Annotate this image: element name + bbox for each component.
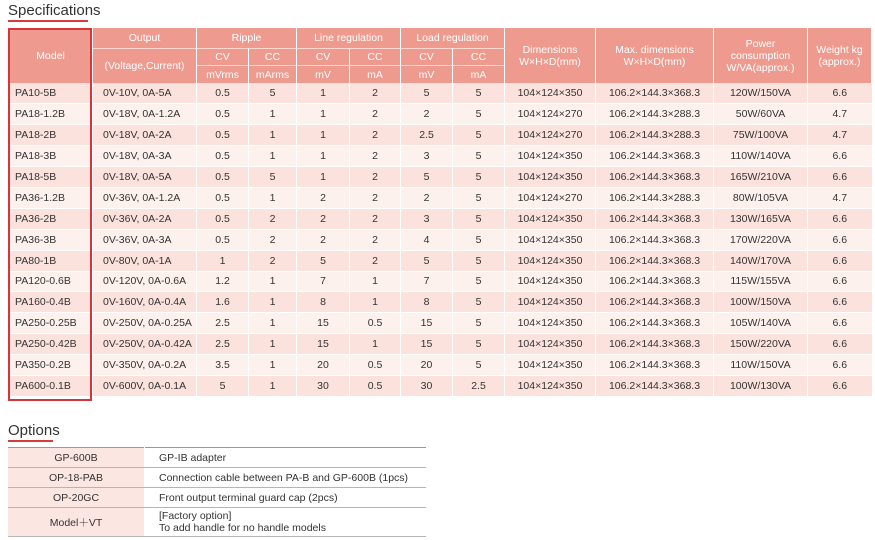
cell-line-cc: 0.5 — [350, 313, 401, 334]
cell-ripple-cc: 2 — [249, 229, 297, 250]
option-description-line: To add handle for no handle models — [159, 522, 326, 534]
cell-load-cv: 3 — [401, 208, 453, 229]
options-title-text: Options — [8, 422, 60, 439]
header-output-sub: (Voltage,Current) — [93, 49, 197, 84]
cell-load-cc: 5 — [453, 313, 505, 334]
cell-output: 0V-18V, 0A-2A — [93, 125, 197, 146]
cell-line-cv: 2 — [297, 187, 350, 208]
options-body — [8, 448, 426, 537]
cell-line-cc: 2 — [350, 229, 401, 250]
table-row — [9, 83, 872, 104]
cell-output: 0V-18V, 0A-1.2A — [93, 104, 197, 125]
cell-line-cv: 15 — [297, 334, 350, 355]
cell-ripple-cc: 2 — [249, 208, 297, 229]
cell-line-cv: 1 — [297, 125, 350, 146]
cell-line-cv: 20 — [297, 355, 350, 376]
cell-model: PA18-1.2B — [9, 104, 93, 125]
cell-line-cc: 2 — [350, 187, 401, 208]
cell-line-cc: 2 — [350, 146, 401, 167]
header-ripple-cv: CV — [197, 49, 249, 66]
cell-model: PA250-0.25B — [9, 313, 93, 334]
cell-load-cc: 5 — [453, 229, 505, 250]
cell-load-cv: 5 — [401, 167, 453, 188]
cell-ripple-cv: 5 — [197, 375, 249, 396]
cell-line-cc: 0.5 — [350, 355, 401, 376]
cell-line-cv: 2 — [297, 229, 350, 250]
cell-dimensions: 104×124×350 — [505, 355, 596, 376]
cell-dimensions: 104×124×270 — [505, 125, 596, 146]
cell-line-cc: 0.5 — [350, 375, 401, 396]
cell-line-cc: 2 — [350, 125, 401, 146]
cell-load-cv: 20 — [401, 355, 453, 376]
option-description — [145, 488, 427, 508]
cell-output: 0V-250V, 0A-0.25A — [93, 313, 197, 334]
cell-load-cv: 8 — [401, 292, 453, 313]
cell-max-dimensions: 106.2×144.3×368.3 — [596, 229, 714, 250]
cell-output: 0V-350V, 0A-0.2A — [93, 355, 197, 376]
cell-power: 130W/165VA — [714, 208, 808, 229]
cell-load-cc: 5 — [453, 271, 505, 292]
cell-ripple-cc: 1 — [249, 355, 297, 376]
cell-line-cv: 1 — [297, 167, 350, 188]
table-row — [9, 271, 872, 292]
cell-max-dimensions: 106.2×144.3×368.3 — [596, 334, 714, 355]
cell-load-cc: 5 — [453, 187, 505, 208]
header-line-cv: CV — [297, 49, 350, 66]
cell-ripple-cv: 0.5 — [197, 187, 249, 208]
cell-model: PA36-1.2B — [9, 187, 93, 208]
cell-load-cc: 5 — [453, 83, 505, 104]
cell-model: PA10-5B — [9, 83, 93, 104]
cell-weight: 4.7 — [808, 104, 872, 125]
option-description — [145, 468, 427, 488]
cell-ripple-cv: 0.5 — [197, 229, 249, 250]
option-description-line: Connection cable between PA-B and GP-600B (1pcs) — [159, 471, 409, 484]
cell-line-cv: 7 — [297, 271, 350, 292]
cell-load-cc: 5 — [453, 292, 505, 313]
cell-power: 110W/140VA — [714, 146, 808, 167]
option-description — [145, 508, 427, 537]
cell-weight: 6.6 — [808, 146, 872, 167]
unit-ripple-cv: mVrms — [197, 66, 249, 84]
cell-dimensions: 104×124×270 — [505, 104, 596, 125]
cell-power: 165W/210VA — [714, 167, 808, 188]
cell-weight: 6.6 — [808, 83, 872, 104]
cell-weight: 6.6 — [808, 375, 872, 396]
cell-ripple-cc: 1 — [249, 146, 297, 167]
cell-weight: 4.7 — [808, 187, 872, 208]
table-row — [9, 292, 872, 313]
cell-max-dimensions: 106.2×144.3×368.3 — [596, 167, 714, 188]
table-row — [9, 355, 872, 376]
cell-dimensions: 104×124×350 — [505, 334, 596, 355]
table-row — [9, 208, 872, 229]
unit-line-cv: mV — [297, 66, 350, 84]
cell-model: PA18-3B — [9, 146, 93, 167]
cell-dimensions: 104×124×350 — [505, 313, 596, 334]
cell-line-cc: 2 — [350, 208, 401, 229]
cell-ripple-cv: 2.5 — [197, 313, 249, 334]
unit-ripple-cc: mArms — [249, 66, 297, 84]
table-row — [9, 229, 872, 250]
header-load-cc: CC — [453, 49, 505, 66]
options-table — [8, 447, 426, 537]
cell-load-cc: 5 — [453, 104, 505, 125]
cell-weight: 6.6 — [808, 167, 872, 188]
cell-line-cc: 1 — [350, 271, 401, 292]
specifications-title — [8, 2, 101, 19]
unit-load-cc: mA — [453, 66, 505, 84]
cell-load-cc: 5 — [453, 167, 505, 188]
cell-ripple-cv: 0.5 — [197, 146, 249, 167]
header-load-cv: CV — [401, 49, 453, 66]
cell-weight: 6.6 — [808, 313, 872, 334]
cell-ripple-cc: 5 — [249, 167, 297, 188]
header-dimensions-label: Dimensions — [522, 43, 578, 56]
cell-model: PA18-2B — [9, 125, 93, 146]
cell-ripple-cc: 1 — [249, 187, 297, 208]
cell-load-cv: 2 — [401, 187, 453, 208]
header-ripple: Ripple — [197, 28, 297, 49]
cell-dimensions: 104×124×350 — [505, 208, 596, 229]
cell-ripple-cv: 0.5 — [197, 83, 249, 104]
cell-max-dimensions: 106.2×144.3×368.3 — [596, 146, 714, 167]
cell-ripple-cc: 1 — [249, 375, 297, 396]
cell-load-cc: 2.5 — [453, 375, 505, 396]
cell-output: 0V-600V, 0A-0.1A — [93, 375, 197, 396]
cell-weight: 6.6 — [808, 271, 872, 292]
cell-output: 0V-36V, 0A-2A — [93, 208, 197, 229]
cell-max-dimensions: 106.2×144.3×288.3 — [596, 125, 714, 146]
cell-dimensions: 104×124×350 — [505, 83, 596, 104]
cell-ripple-cv: 1 — [197, 250, 249, 271]
cell-line-cv: 8 — [297, 292, 350, 313]
cell-output: 0V-10V, 0A-5A — [93, 83, 197, 104]
cell-max-dimensions: 106.2×144.3×368.3 — [596, 208, 714, 229]
cell-output: 0V-80V, 0A-1A — [93, 250, 197, 271]
cell-load-cv: 15 — [401, 334, 453, 355]
cell-weight: 6.6 — [808, 229, 872, 250]
cell-power: 105W/140VA — [714, 313, 808, 334]
cell-output: 0V-36V, 0A-3A — [93, 229, 197, 250]
cell-line-cv: 1 — [297, 104, 350, 125]
cell-model: PA36-2B — [9, 208, 93, 229]
table-row — [9, 334, 872, 355]
cell-load-cv: 30 — [401, 375, 453, 396]
option-code: Model＋VT — [8, 508, 145, 537]
cell-ripple-cv: 1.2 — [197, 271, 249, 292]
table-row — [9, 104, 872, 125]
cell-load-cv: 3 — [401, 146, 453, 167]
cell-ripple-cv: 3.5 — [197, 355, 249, 376]
option-row — [8, 488, 426, 508]
cell-load-cc: 5 — [453, 125, 505, 146]
cell-power: 140W/170VA — [714, 250, 808, 271]
cell-output: 0V-160V, 0A-0.4A — [93, 292, 197, 313]
cell-dimensions: 104×124×350 — [505, 250, 596, 271]
cell-ripple-cv: 1.6 — [197, 292, 249, 313]
cell-ripple-cv: 2.5 — [197, 334, 249, 355]
option-row — [8, 468, 426, 488]
option-code: OP-20GC — [8, 488, 145, 508]
cell-line-cv: 30 — [297, 375, 350, 396]
option-description-line: Front output terminal guard cap (2pcs) — [159, 491, 338, 504]
cell-max-dimensions: 106.2×144.3×368.3 — [596, 292, 714, 313]
header-max-dimensions-label: Max. dimensions — [615, 43, 694, 56]
header-power-label: Power — [745, 37, 776, 50]
table-row — [9, 250, 872, 271]
cell-power: 115W/155VA — [714, 271, 808, 292]
cell-ripple-cv: 0.5 — [197, 104, 249, 125]
specifications-title-text: Specifications — [8, 2, 101, 19]
cell-load-cv: 4 — [401, 229, 453, 250]
cell-model: PA250-0.42B — [9, 334, 93, 355]
cell-line-cc: 1 — [350, 292, 401, 313]
cell-line-cc: 2 — [350, 83, 401, 104]
cell-power: 120W/150VA — [714, 83, 808, 104]
header-power-sub2: W/VA(approx.) — [726, 61, 795, 74]
cell-model: PA350-0.2B — [9, 355, 93, 376]
cell-line-cv: 2 — [297, 208, 350, 229]
cell-line-cc: 2 — [350, 250, 401, 271]
cell-ripple-cv: 0.5 — [197, 167, 249, 188]
header-load-regulation: Load regulation — [401, 28, 505, 49]
cell-load-cv: 2 — [401, 104, 453, 125]
cell-power: 110W/150VA — [714, 355, 808, 376]
cell-line-cc: 2 — [350, 104, 401, 125]
cell-ripple-cc: 1 — [249, 334, 297, 355]
cell-load-cc: 5 — [453, 146, 505, 167]
cell-dimensions: 104×124×350 — [505, 375, 596, 396]
table-row — [9, 167, 872, 188]
cell-ripple-cc: 1 — [249, 313, 297, 334]
cell-line-cv: 1 — [297, 83, 350, 104]
table-row — [9, 313, 872, 334]
header-ripple-cc: CC — [249, 49, 297, 66]
cell-power: 170W/220VA — [714, 229, 808, 250]
cell-max-dimensions: 106.2×144.3×368.3 — [596, 271, 714, 292]
header-max-dimensions — [596, 28, 714, 83]
cell-line-cv: 15 — [297, 313, 350, 334]
cell-load-cv: 7 — [401, 271, 453, 292]
cell-max-dimensions: 106.2×144.3×288.3 — [596, 104, 714, 125]
cell-max-dimensions: 106.2×144.3×368.3 — [596, 313, 714, 334]
cell-weight: 6.6 — [808, 292, 872, 313]
cell-line-cv: 1 — [297, 146, 350, 167]
cell-ripple-cc: 5 — [249, 83, 297, 104]
cell-power: 100W/150VA — [714, 292, 808, 313]
cell-power: 150W/220VA — [714, 334, 808, 355]
cell-line-cc: 1 — [350, 334, 401, 355]
cell-output: 0V-18V, 0A-5A — [93, 167, 197, 188]
cell-load-cc: 5 — [453, 208, 505, 229]
cell-model: PA18-5B — [9, 167, 93, 188]
header-dimensions — [505, 28, 596, 83]
cell-output: 0V-250V, 0A-0.42A — [93, 334, 197, 355]
cell-power: 80W/105VA — [714, 187, 808, 208]
options-title-underline — [8, 440, 53, 442]
cell-load-cc: 5 — [453, 334, 505, 355]
cell-load-cv: 5 — [401, 250, 453, 271]
cell-ripple-cc: 1 — [249, 292, 297, 313]
cell-load-cv: 15 — [401, 313, 453, 334]
cell-load-cc: 5 — [453, 355, 505, 376]
specifications-title-underline — [8, 20, 88, 22]
unit-load-cv: mV — [401, 66, 453, 84]
header-line-regulation: Line regulation — [297, 28, 401, 49]
cell-load-cv: 5 — [401, 83, 453, 104]
option-description-line: [Factory option] — [159, 510, 232, 522]
cell-dimensions: 104×124×350 — [505, 167, 596, 188]
cell-model: PA120-0.6B — [9, 271, 93, 292]
cell-power: 100W/130VA — [714, 375, 808, 396]
table-row — [9, 187, 872, 208]
cell-load-cv: 2.5 — [401, 125, 453, 146]
header-max-dimensions-sub: W×H×D(mm) — [623, 55, 686, 68]
unit-line-cc: mA — [350, 66, 401, 84]
cell-max-dimensions: 106.2×144.3×368.3 — [596, 83, 714, 104]
option-row — [8, 448, 426, 468]
cell-ripple-cc: 1 — [249, 125, 297, 146]
specifications-body — [9, 83, 872, 396]
table-row — [9, 375, 872, 396]
table-row — [9, 146, 872, 167]
cell-ripple-cc: 2 — [249, 250, 297, 271]
cell-model: PA600-0.1B — [9, 375, 93, 396]
cell-output: 0V-36V, 0A-1.2A — [93, 187, 197, 208]
cell-output: 0V-18V, 0A-3A — [93, 146, 197, 167]
table-row — [9, 125, 872, 146]
cell-weight: 4.7 — [808, 125, 872, 146]
cell-model: PA160-0.4B — [9, 292, 93, 313]
specifications-table — [8, 28, 872, 397]
option-code: GP-600B — [8, 448, 145, 468]
cell-dimensions: 104×124×350 — [505, 146, 596, 167]
cell-max-dimensions: 106.2×144.3×368.3 — [596, 375, 714, 396]
header-power — [714, 28, 808, 83]
option-description — [145, 448, 427, 468]
cell-output: 0V-120V, 0A-0.6A — [93, 271, 197, 292]
cell-weight: 6.6 — [808, 355, 872, 376]
cell-weight: 6.6 — [808, 208, 872, 229]
cell-power: 50W/60VA — [714, 104, 808, 125]
header-line-cc: CC — [350, 49, 401, 66]
cell-max-dimensions: 106.2×144.3×368.3 — [596, 250, 714, 271]
cell-model: PA80-1B — [9, 250, 93, 271]
header-weight-label: Weight kg — [816, 43, 863, 56]
cell-ripple-cc: 1 — [249, 271, 297, 292]
cell-model: PA36-3B — [9, 229, 93, 250]
cell-max-dimensions: 106.2×144.3×368.3 — [596, 355, 714, 376]
cell-dimensions: 104×124×350 — [505, 292, 596, 313]
cell-ripple-cv: 0.5 — [197, 208, 249, 229]
cell-weight: 6.6 — [808, 250, 872, 271]
option-code: OP-18-PAB — [8, 468, 145, 488]
cell-line-cc: 2 — [350, 167, 401, 188]
cell-ripple-cv: 0.5 — [197, 125, 249, 146]
cell-power: 75W/100VA — [714, 125, 808, 146]
header-output: Output — [93, 28, 197, 49]
cell-dimensions: 104×124×270 — [505, 187, 596, 208]
cell-line-cv: 5 — [297, 250, 350, 271]
header-weight-sub: (approx.) — [818, 55, 861, 68]
cell-dimensions: 104×124×350 — [505, 229, 596, 250]
cell-load-cc: 5 — [453, 250, 505, 271]
cell-max-dimensions: 106.2×144.3×288.3 — [596, 187, 714, 208]
header-dimensions-sub: W×H×D(mm) — [519, 55, 581, 68]
header-weight — [808, 28, 872, 83]
cell-dimensions: 104×124×350 — [505, 271, 596, 292]
header-model: Model — [9, 28, 93, 83]
header-power-sub1: consumption — [730, 49, 791, 62]
options-title — [8, 422, 60, 439]
option-row — [8, 508, 426, 537]
option-description-line: GP-IB adapter — [159, 451, 227, 464]
cell-weight: 6.6 — [808, 334, 872, 355]
cell-ripple-cc: 1 — [249, 104, 297, 125]
